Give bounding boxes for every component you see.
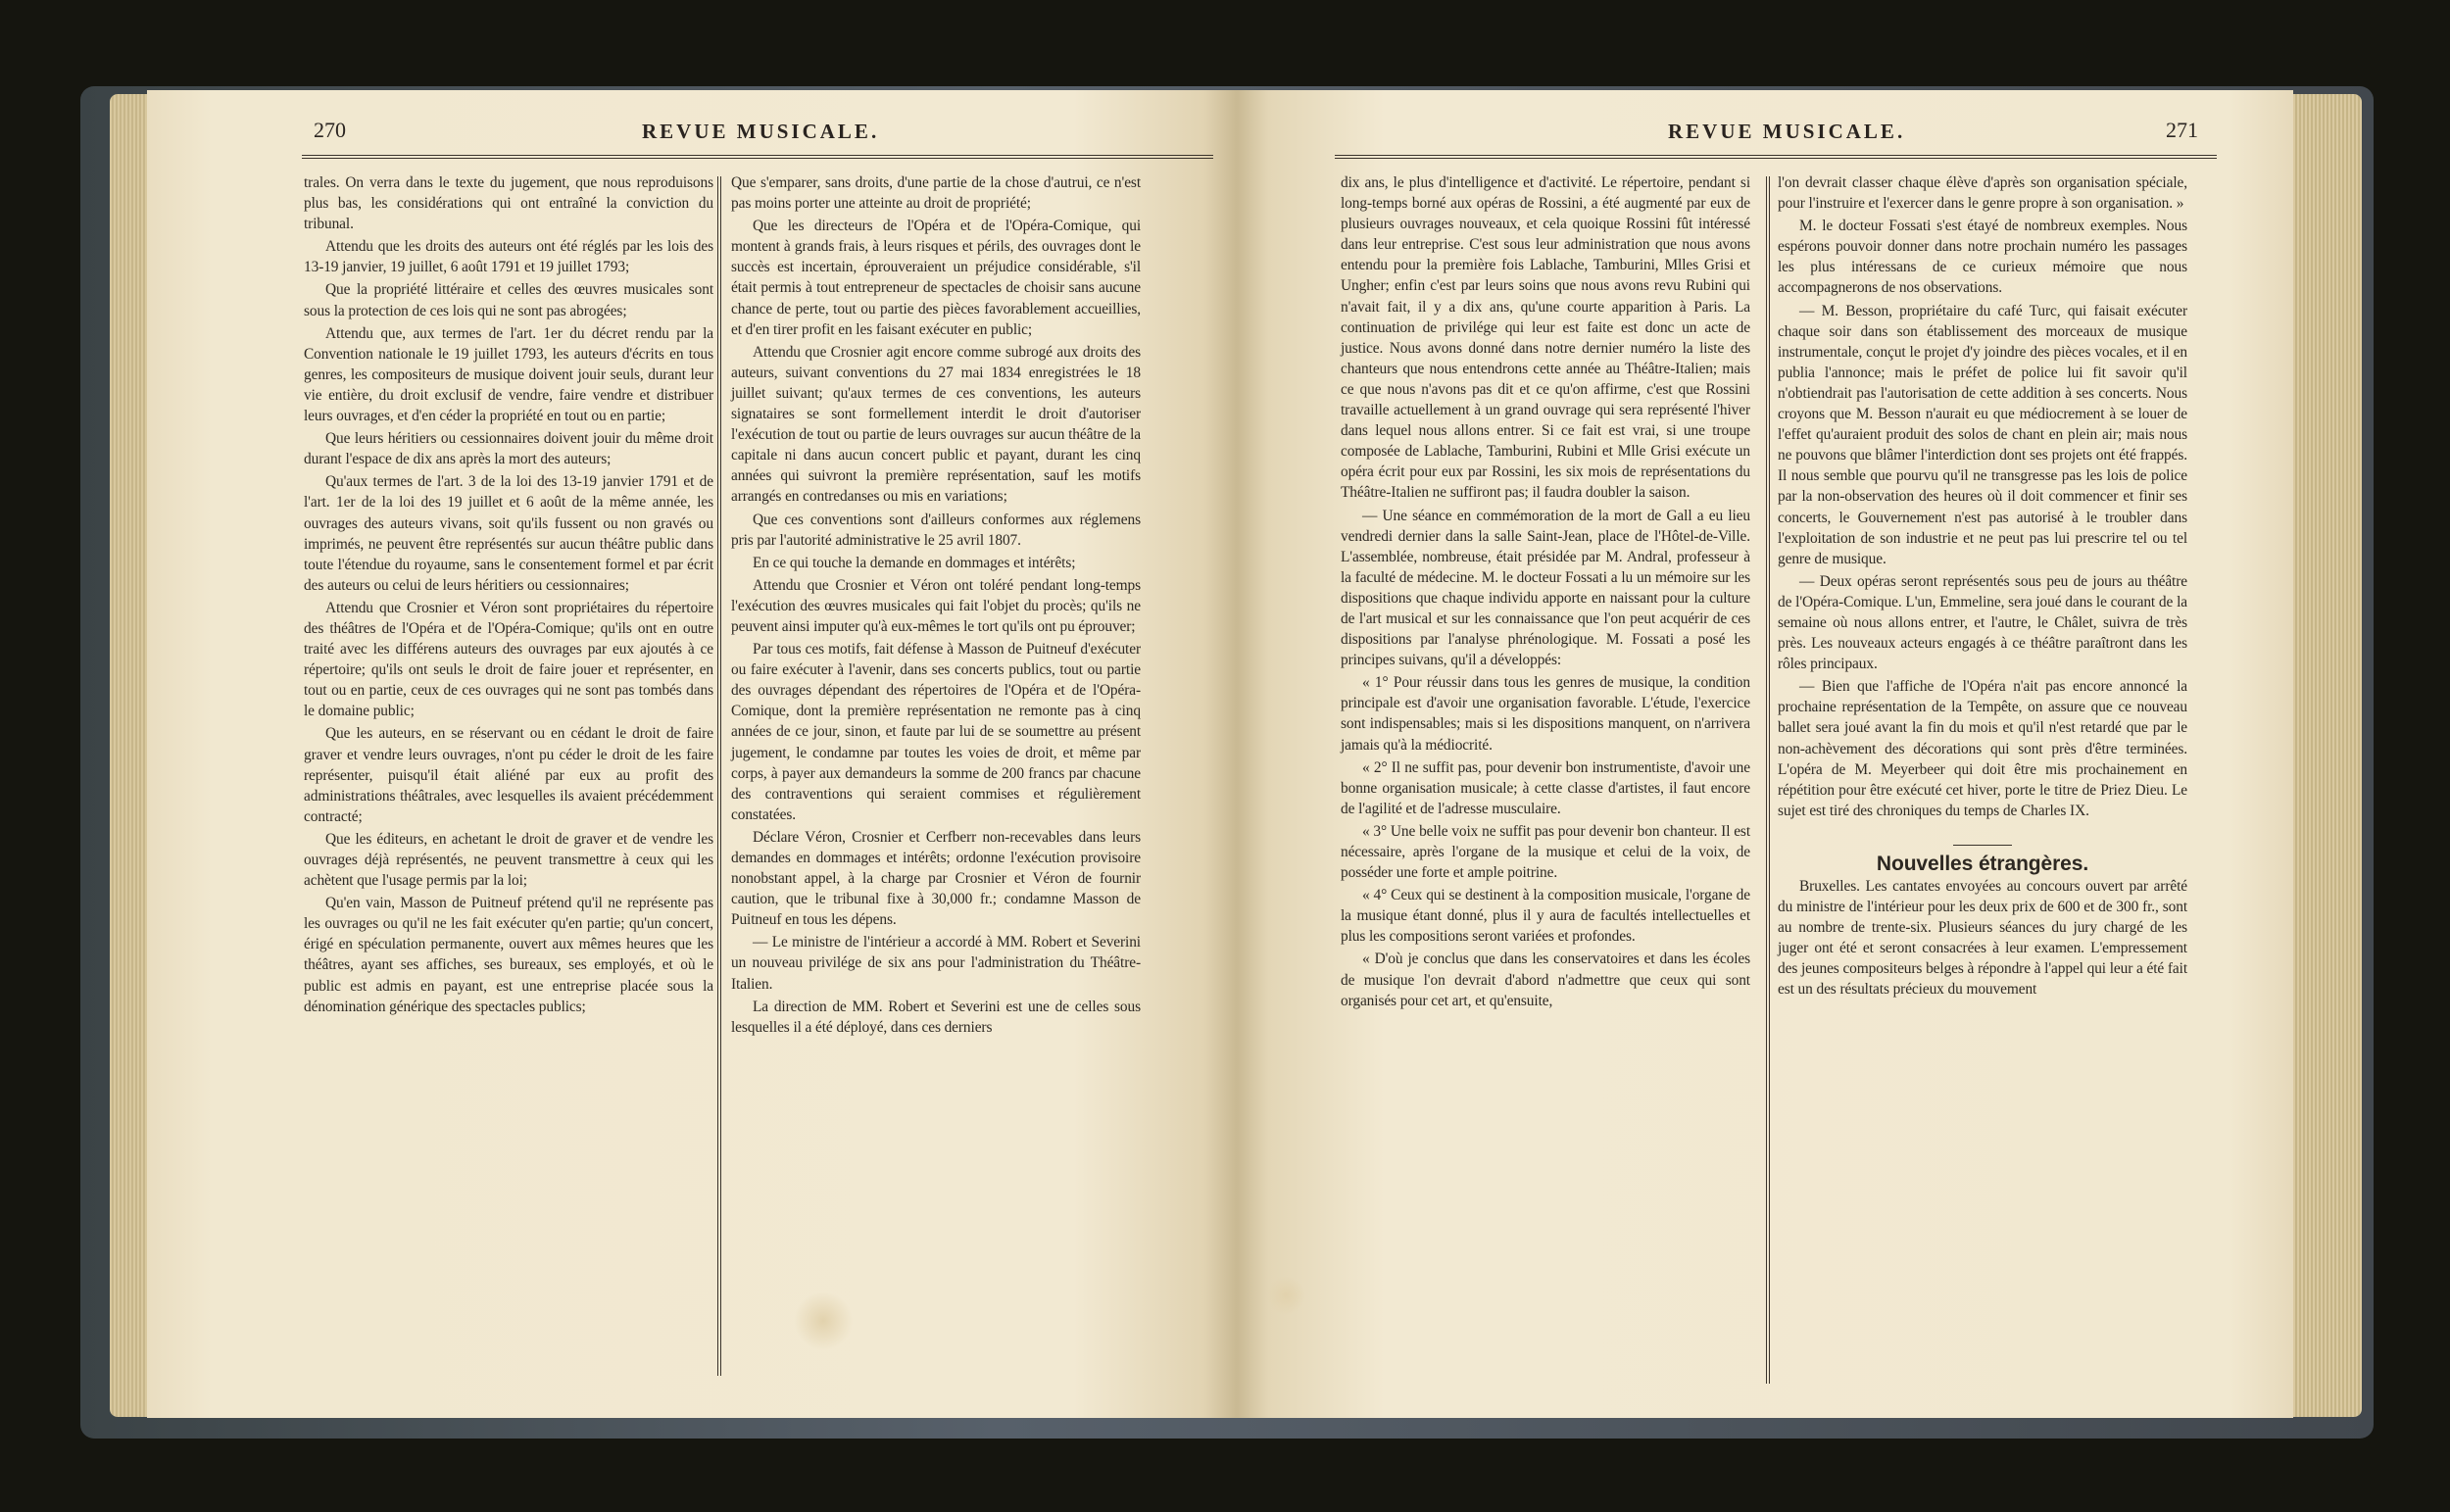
paragraph: Que les éditeurs, en achetant le droit de graver et de vendre les ouvrages déjà représentés, ne peuvent transmettre à ceux qui les achètent que l'usage permis par la loi; (304, 830, 713, 890)
paragraph: Attendu que Crosnier et Véron ont toléré pendant long-temps l'exécution des œuvres musicales qui fait l'objet du procès; qu'ils ne peuvent ainsi imputer qu'à eux-mêmes le tort qu'ils ont pu éprouver; (731, 576, 1141, 635)
right-column-1 (1341, 172, 1750, 1013)
section-title: Nouvelles étrangères. (1876, 852, 2089, 875)
left-page (147, 90, 1237, 1418)
paragraph: En ce qui touche la demande en dommages et intérêts; (753, 554, 1076, 571)
right-column-2 (1778, 172, 2187, 1002)
paragraph: — Deux opéras seront représentés sous peu de jours au théâtre de l'Opéra-Comique. L'un, Emmeline, sera joué dans le courant de la semaine où nous allons entrer, et l'autre, le Châlet, suivra de très près. Les nouveaux acteurs engagés à ce théâtre paraîtront dans les rôles principaux. (1778, 572, 2187, 673)
section-rule (1953, 845, 2012, 846)
left-page-header (147, 118, 1237, 157)
paragraph: Que ces conventions sont d'ailleurs conformes aux réglemens pris par l'autorité administrative le 25 avril 1807. (731, 511, 1141, 549)
right-page-number: 271 (2166, 118, 2198, 142)
paragraph: « 1° Pour réussir dans tous les genres de musique, la condition principale est d'avoir une organisation favorable. L'étude, l'exercice sont indispensables; mais si les dispositions manquent, on n'arrivera jamais qu'à la médiocrité. (1341, 674, 1750, 754)
left-running-title: REVUE MUSICALE. (642, 120, 880, 143)
paragraph: — Le ministre de l'intérieur a accordé à MM. Robert et Severini un nouveau privilége de six ans pour l'administration du Théâtre-Italien. (731, 934, 1141, 993)
paragraph: Par tous ces motifs, fait défense à Masson de Puitneuf d'exécuter ou faire exécuter à l'avenir, dans ses concerts publics, tout ou partie des ouvrages dépendant des répertoires de l'Opéra et de l'Opéra-Comique, dont la première représentation ne remonte pas à cinq années de ce jour, sinon, et faute par lui de se soumettre au présent jugement, le condamne par toutes les voies de droit, et même par corps, à payer aux demandeurs la somme de 200 francs par chacune des contraventions qui seraient commises et régulièrement constatées. (731, 641, 1141, 823)
paragraph: Qu'aux termes de l'art. 3 de la loi des 13-19 janvier 1791 et de l'art. 1er de la loi des 19 juillet et 6 août de la même année, les ouvrages des auteurs vivans, soit qu'ils fussent ou non gravés ou imprimés, ne peuvent être représentés sur aucun théâtre public dans toute l'étendue du royaume, sans le consentement formel et par écrit des auteurs ou celui de leurs héritiers ou cessionnaires; (304, 473, 713, 594)
left-column-2 (731, 172, 1141, 1040)
paragraph: Attendu que Crosnier et Véron sont propriétaires du répertoire des théâtres de l'Opéra et de l'Opéra-Comique; qu'ils ont en outre traité avec les différens auteurs des ouvrages par eux ajoutés à ce répertoire; qu'ils ont seuls le droit de faire jouer et représenter, en tout ou en partie, ceux de ces ouvrages qui ne sont pas tombés dans le domaine public; (304, 599, 713, 720)
left-page-number: 270 (314, 118, 346, 142)
paper-stain (794, 1292, 853, 1350)
paragraph: — Une séance en commémoration de la mort de Gall a eu lieu vendredi dernier dans la salle Saint-Jean, place de l'Hôtel-de-Ville. L'assemblée, nombreuse, était présidée par M. Andral, professeur à la faculté de médecine. M. le docteur Fossati a lu un mémoire sur les dispositions que chaque individu apporte en naissant pour la culture de l'art musical et sur les connaissance que l'on peut acquérir de ces dispositions par l'analyse phrénologique. M. Fossati a posé les principes suivans, qu'il a développés: (1341, 507, 1750, 669)
right-running-title: REVUE MUSICALE. (1668, 120, 1906, 143)
right-header-rule (1335, 155, 2217, 159)
paragraph: Que s'emparer, sans droits, d'une partie de la chose d'autrui, ce n'est pas moins porter une atteinte au droit de propriété; (731, 174, 1141, 213)
paragraph: Que leurs héritiers ou cessionnaires doivent jouir du même droit durant l'espace de dix ans après la mort des auteurs; (304, 430, 713, 468)
page-edges-right (2283, 94, 2362, 1417)
paper-stain-2 (1266, 1276, 1305, 1315)
paragraph: — Bien que l'affiche de l'Opéra n'ait pas encore annoncé la prochaine représentation de la Tempête, on assure que ce nouveau ballet sera joué avant la fin du mois et qu'il n'est retardé que par le non-achèvement des décorations qui sont près d'être terminées. L'opéra de M. Meyerbeer qui doit être mis prochainement en répétition pour être exécuté cet hiver, porte le titre de Priez Dieu. Le sujet est tiré des chroniques du temps de Charles IX. (1778, 678, 2187, 819)
paragraph: — M. Besson, propriétaire du café Turc, qui faisait exécuter chaque soir dans son établissement des morceaux de musique instrumentale, conçut le projet d'y joindre des pièces vocales, et il en publia l'annonce; mais le préfet de police lui fit savoir qu'il n'obtiendrait pas l'autorisation de cette addition à ses concerts. Nous croyons que M. Besson n'aurait eu que médiocrement à se louer de l'effet qu'auraient produit des solos de chant en plein air; mais nous ne pouvons que blâmer l'interdiction dont ses projets ont été frappés. Il nous semble que pourvu qu'il ne transgresse pas les lois de police par la non-observation des heures où il doit commencer et finir ses concerts, le Gouvernement n'est pas autorisé à le troubler dans l'exploitation de son industrie et ne peut pas lui prescrire tel ou tel genre de musique. (1778, 302, 2187, 567)
paragraph: « 3° Une belle voix ne suffit pas pour devenir bon chanteur. Il est nécessaire, après l'organe de la musique et celui de la voix, de posséder une forte et ample poitrine. (1341, 822, 1750, 882)
paragraph: Déclare Véron, Crosnier et Cerfberr non-recevables dans leurs demandes en dommages et intérêts; ordonne l'exécution provisoire nonobstant appel, à la charge par Crosnier et Véron de fournir caution, que le tribunal fixe à 30,000 fr.; condamne Masson de Puitneuf en tous les dépens. (731, 828, 1141, 929)
paragraph: M. le docteur Fossati s'est étayé de nombreux exemples. Nous espérons pouvoir donner dans notre prochain numéro les passages les plus intéressans de ce curieux mémoire que nous accompagnerons de nos observations. (1778, 218, 2187, 297)
paragraph: « D'où je conclus que dans les conservatoires et dans les écoles de musique l'on devrait d'abord n'admettre que ceux qui sont organisés pour cet art, et qu'ensuite, (1341, 951, 1750, 1009)
paragraph: Attendu que Crosnier agit encore comme subrogé aux droits des auteurs, suivant conventions du 27 mai 1834 enregistrées le 18 juillet suivant; qu'aux termes de ces conventions, les auteurs signataires se sont formellement interdit le droit d'autoriser l'exécution de tout ou partie de leurs ouvrages sur aucun théâtre de la capitale ni dans aucun concert public et payant, durant les cinq années qui suivront la première représentation, sauf les motifs arrangés en contredanses ou mis en variations; (731, 343, 1141, 506)
right-page-header (1237, 118, 2293, 157)
paragraph: Que les directeurs de l'Opéra et de l'Opéra-Comique, qui montent à grands frais, à leurs risques et périls, des ouvrages dont le succès est incertain, éprouveraient un préjudice considérable, s'il était permis à tout entrepreneur de spectacles de choisir sans aucune chance de perte, tout ou partie des pièces favorablement accueillies, et d'en tirer profit en les faisant exécuter en public; (731, 218, 1141, 338)
right-page (1237, 90, 2293, 1418)
paragraph: dix ans, le plus d'intelligence et d'activité. Le répertoire, pendant si long-temps borné aux opéras de Rossini, a été augmenté par eux de plusieurs ouvrages nouveaux, et cela quoique Rossini fût intéressé dans leur entreprise. C'est sous leur administration que nous avons entendu pour la première fois Lablache, Tamburini, Mlles Grisi et Ungher; enfin c'est par leurs soins que nous avons revu Rubini qui n'avait fait, il y a dix ans, qu'une courte apparition à Paris. La continuation de privilége qui leur est faite est donc un acte de justice. Nous avons donné dans notre dernier numéro la liste des chanteurs que nous entendrons cette année au Théâtre-Italien; mais ce que nous n'avons pas dit et ce qu'on affirme, c'est que Rossini travaille actuellement à un grand ouvrage qui sera représenté l'hiver dans lequel nous allons entrer. Si ce fait est vrai, si une troupe composée de Lablache, Tamburini, Rubini et Mlle Grisi exécute un opéra écrit pour eux par Rossini, les six mois de représentations du Théâtre-Italien ne suffiront pas; il faudra doubler la saison. (1341, 174, 1750, 502)
paragraph: Que la propriété littéraire et celles des œuvres musicales sont sous la protection de ces lois qui ne sont pas abrogées; (304, 281, 713, 319)
paragraph: l'on devrait classer chaque élève d'après son organisation spéciale, pour l'instruire et l'exercer dans le genre propre à son organisation. » (1778, 174, 2187, 213)
paragraph: Attendu que les droits des auteurs ont été réglés par les lois des 13-19 janvier, 19 juillet, 6 août 1791 et 19 juillet 1793; (304, 238, 713, 276)
left-column-divider (717, 176, 721, 1376)
left-column-1 (304, 172, 713, 1019)
paragraph: « 2° Il ne suffit pas, pour devenir bon instrumentiste, d'avoir une bonne organisation musicale; à cette classe d'artistes, il faut encore de l'agilité et de l'adresse musculaire. (1341, 758, 1750, 817)
paragraph: Attendu que, aux termes de l'art. 1er du décret rendu par la Convention nationale le 19 juillet 1793, les auteurs d'écrits en tous genres, les compositeurs de musique doivent jouir seuls, durant leur vie entière, du droit exclusif de vendre, faire vendre et distribuer leurs ouvrages, et d'en céder la propriété en tout ou en partie; (304, 324, 713, 425)
paragraph: « 4° Ceux qui se destinent à la composition musicale, l'organe de la musique étant donné, plus il y aura de facultés intellectuelles et plus les compositions seront variées et profondes. (1341, 887, 1750, 946)
paragraph: Que les auteurs, en se réservant ou en cédant le droit de faire graver et vendre leurs ouvrages, n'ont pu céder le droit de les faire représenter, puisqu'il était aliéné par eux au profit des administrations théâtrales, avec lesquelles ils avaient précédemment contracté; (304, 725, 713, 825)
left-header-rule (302, 155, 1213, 159)
paragraph: La direction de MM. Robert et Severini est une de celles sous lesquelles il a été déployé, dans ces derniers (731, 998, 1141, 1036)
paragraph: trales. On verra dans le texte du jugement, que nous reproduisons plus bas, les considérations qui ont entraîné la conviction du tribunal. (304, 174, 713, 233)
right-column-divider (1766, 176, 1770, 1384)
paragraph: Qu'en vain, Masson de Puitneuf prétend qu'il ne représente pas les ouvrages ou qu'il ne les fait exécuter qu'en partie; qu'un concert, érigé en spéculation permanente, ouvert aux mêmes heures que les théâtres, ayant ses affiches, ses bureaux, ses employés, et où le public est admis en payant, est une entreprise placée sous la dénomination générique des spectacles publics; (304, 895, 713, 1015)
paragraph: Bruxelles. Les cantates envoyées au concours ouvert par arrêté du ministre de l'intérieur pour les deux prix de 600 et de 300 fr., sont au nombre de trente-six. Plusieurs séances du jury chargé de les juger ont été et seront consacrées à leur examen. L'empressement des jeunes compositeurs belges à répondre à l'appel qui leur a été fait est un des résultats précieux du mouvement (1778, 878, 2187, 999)
